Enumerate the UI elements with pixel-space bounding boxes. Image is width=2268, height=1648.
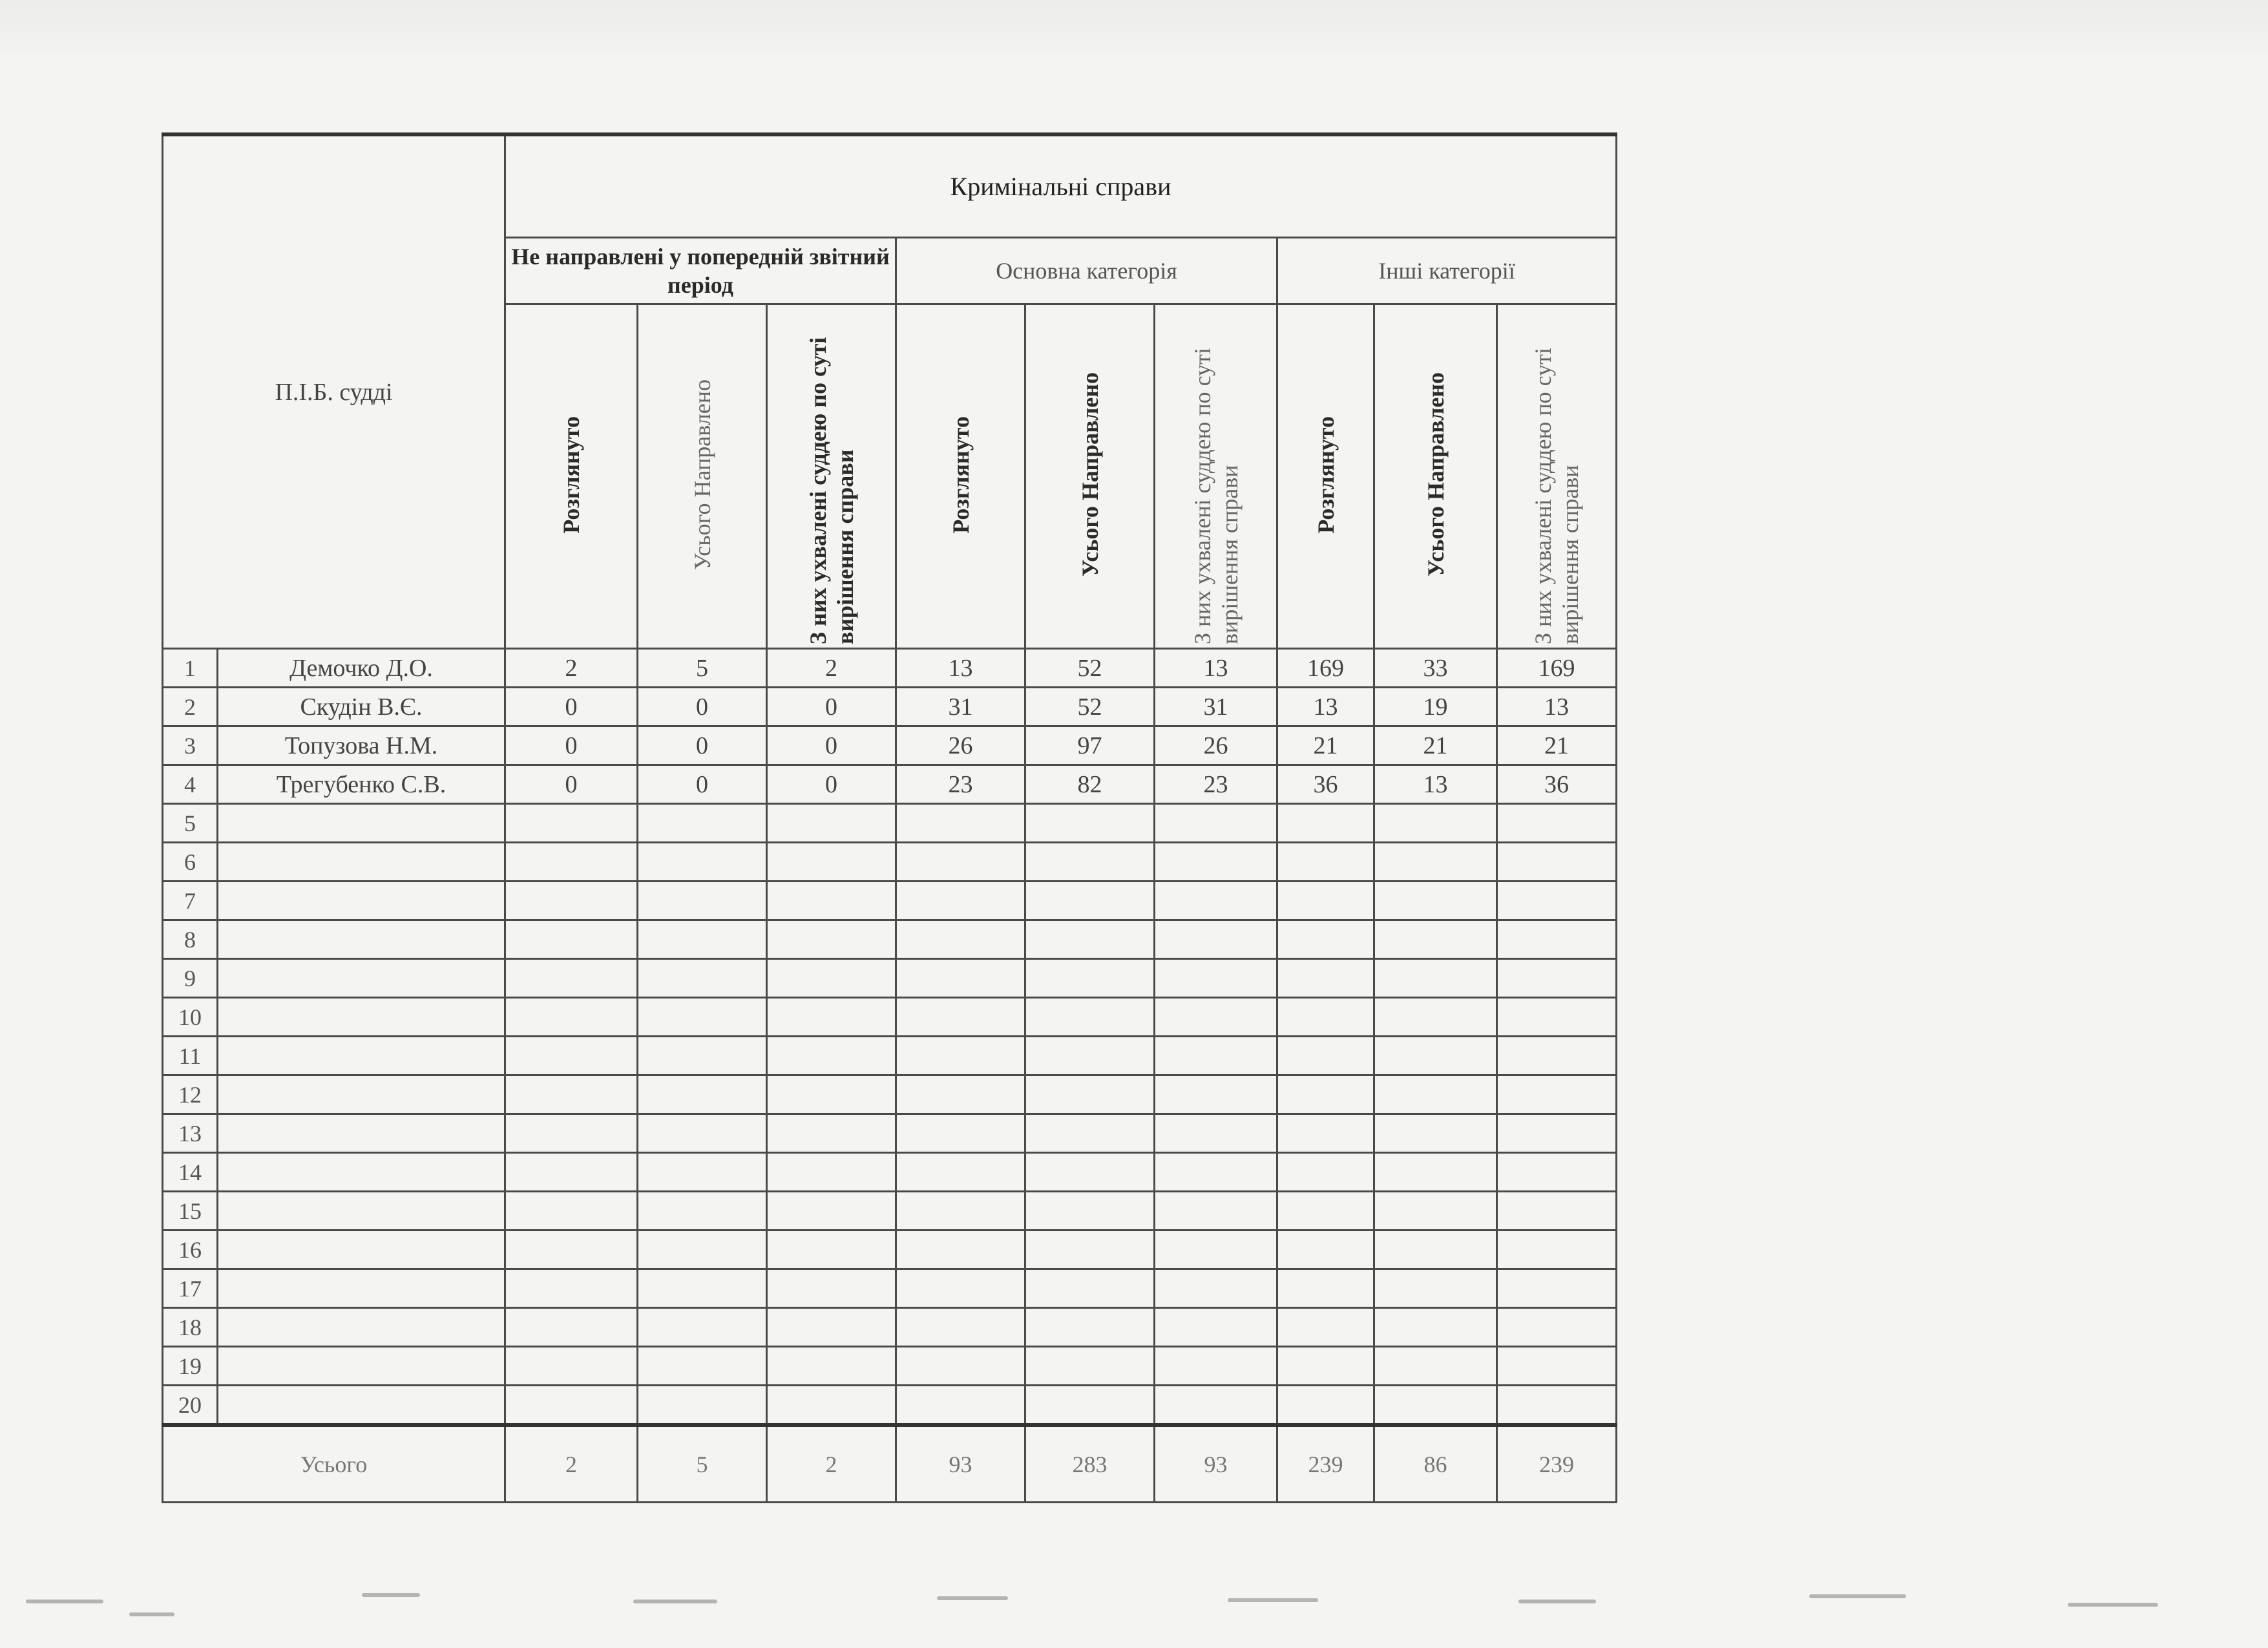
column-header-label: Усього Направлено — [689, 379, 715, 570]
row-number: 6 — [163, 843, 218, 882]
table-cell — [638, 1114, 767, 1153]
table-cell — [1025, 882, 1155, 920]
judge-name — [218, 1347, 505, 1386]
table-cell: 13 — [1374, 765, 1497, 804]
scan-mark — [633, 1600, 717, 1603]
table-cell: 0 — [767, 765, 896, 804]
total-label: Усього — [163, 1425, 505, 1503]
table-cell — [1497, 1269, 1617, 1308]
table-cell — [1277, 1231, 1374, 1269]
scan-mark — [362, 1593, 420, 1597]
table-cell — [1025, 843, 1155, 882]
table-cell — [1155, 882, 1277, 920]
scan-shadow — [0, 0, 2268, 65]
judge-name — [218, 804, 505, 843]
table-cell — [767, 998, 896, 1037]
table-row — [163, 1269, 1617, 1308]
judge-name: Скудін В.Є. — [218, 688, 505, 726]
table-cell — [505, 1075, 638, 1114]
table-cell — [1277, 1037, 1374, 1075]
table-cell — [767, 1386, 896, 1426]
table-cell — [638, 1386, 767, 1426]
table-cell — [767, 843, 896, 882]
table-cell — [505, 1231, 638, 1269]
table-cell — [1277, 1347, 1374, 1386]
table-cell: 21 — [1497, 726, 1617, 765]
table-cell — [767, 882, 896, 920]
column-header-label: Усього Направлено — [1076, 372, 1103, 577]
judge-name — [218, 998, 505, 1037]
table-cell: 52 — [1025, 649, 1155, 688]
table-cell — [896, 1308, 1025, 1347]
table-cell: 19 — [1374, 688, 1497, 726]
row-number: 9 — [163, 959, 218, 998]
table-row — [163, 882, 1617, 920]
table-cell — [1497, 1231, 1617, 1269]
table-cell: 0 — [505, 765, 638, 804]
table-cell — [1497, 998, 1617, 1037]
table-row — [163, 843, 1617, 882]
table-cell — [1277, 998, 1374, 1037]
table-cell — [638, 959, 767, 998]
table-cell — [1155, 843, 1277, 882]
table-cell — [1277, 1153, 1374, 1192]
table-cell — [638, 1037, 767, 1075]
table-cell — [1025, 1037, 1155, 1075]
scan-mark — [937, 1596, 1008, 1600]
table-cell: 36 — [1497, 765, 1617, 804]
table-cell — [1155, 1037, 1277, 1075]
table-cell — [1277, 804, 1374, 843]
table-cell — [1155, 920, 1277, 959]
table-cell — [1497, 1308, 1617, 1347]
table-row — [163, 804, 1617, 843]
table-cell — [1374, 920, 1497, 959]
table-row — [163, 959, 1617, 998]
row-number: 20 — [163, 1386, 218, 1426]
table-cell — [638, 998, 767, 1037]
table-cell — [505, 1153, 638, 1192]
table-cell — [505, 1269, 638, 1308]
table-cell — [1025, 1114, 1155, 1153]
judge-name — [218, 1231, 505, 1269]
table-cell — [1025, 1231, 1155, 1269]
table-cell — [1497, 804, 1617, 843]
judge-name — [218, 843, 505, 882]
table-cell: 169 — [1277, 649, 1374, 688]
table-cell — [638, 1192, 767, 1231]
table-cell — [1374, 1114, 1497, 1153]
table-row — [163, 1037, 1617, 1075]
table-cell — [1155, 1114, 1277, 1153]
table-cell — [1497, 1347, 1617, 1386]
table-cell: 33 — [1374, 649, 1497, 688]
table-cell: 13 — [896, 649, 1025, 688]
table-cell — [1155, 1269, 1277, 1308]
table-cell — [1374, 1037, 1497, 1075]
table-cell — [505, 1386, 638, 1426]
table-cell: 2 — [505, 649, 638, 688]
table-cell — [1277, 1386, 1374, 1426]
scan-mark — [129, 1612, 174, 1616]
table-cell — [896, 920, 1025, 959]
table-cell — [1497, 959, 1617, 998]
table-cell — [1155, 1347, 1277, 1386]
table-cell: 82 — [1025, 765, 1155, 804]
table-cell — [505, 959, 638, 998]
table-cell: 97 — [1025, 726, 1155, 765]
table-cell: 0 — [638, 765, 767, 804]
judge-name — [218, 920, 505, 959]
table-cell — [1155, 1386, 1277, 1426]
row-number: 12 — [163, 1075, 218, 1114]
table-cell — [896, 1037, 1025, 1075]
table-cell — [1025, 1192, 1155, 1231]
table-row — [163, 1192, 1617, 1231]
table-cell — [896, 1231, 1025, 1269]
table-row — [163, 1347, 1617, 1386]
table-cell — [1374, 1347, 1497, 1386]
table-cell: 2 — [767, 649, 896, 688]
judge-name: Демочко Д.О. — [218, 649, 505, 688]
table-cell: 0 — [638, 726, 767, 765]
table-row — [163, 1231, 1617, 1269]
table-cell: 26 — [1155, 726, 1277, 765]
table-cell — [505, 920, 638, 959]
table-cell — [767, 1192, 896, 1231]
judge-name-header: П.І.Б. судді — [163, 134, 505, 649]
table-cell — [896, 1153, 1025, 1192]
table-cell — [896, 959, 1025, 998]
table-cell — [1497, 1037, 1617, 1075]
column-header-label: Усього Направлено — [1422, 372, 1449, 577]
row-number: 5 — [163, 804, 218, 843]
table-cell — [1277, 1114, 1374, 1153]
row-number: 8 — [163, 920, 218, 959]
table-cell — [638, 804, 767, 843]
table-cell — [1277, 920, 1374, 959]
judge-name — [218, 1269, 505, 1308]
row-number: 17 — [163, 1269, 218, 1308]
table-cell: 26 — [896, 726, 1025, 765]
column-header-label: Розглянуто — [558, 416, 584, 534]
table-cell — [1155, 1153, 1277, 1192]
table-cell — [767, 1269, 896, 1308]
table-cell — [896, 804, 1025, 843]
table-cell — [1497, 1192, 1617, 1231]
table-cell — [638, 1308, 767, 1347]
table-cell — [1025, 959, 1155, 998]
criminal-cases-table — [162, 132, 1617, 1503]
group-header-other-categories: Інші категорії — [1277, 238, 1617, 304]
column-header-label: З них ухвалені суддею по суті вирішення справи — [1189, 348, 1243, 644]
table-cell — [767, 1308, 896, 1347]
table-cell — [1374, 1075, 1497, 1114]
table-cell — [1025, 1269, 1155, 1308]
column-header — [505, 304, 638, 649]
row-number: 18 — [163, 1308, 218, 1347]
table-cell — [1497, 1114, 1617, 1153]
table-row — [163, 726, 1617, 765]
table-cell — [1155, 1308, 1277, 1347]
table-cell — [896, 1269, 1025, 1308]
table-cell — [505, 843, 638, 882]
table-cell — [767, 1153, 896, 1192]
table-cell — [1025, 1308, 1155, 1347]
judge-name — [218, 1308, 505, 1347]
table-cell — [767, 959, 896, 998]
table-row — [163, 1114, 1617, 1153]
table-cell — [1374, 1386, 1497, 1426]
column-header — [638, 304, 767, 649]
table-cell — [1155, 1192, 1277, 1231]
table-row — [163, 1386, 1617, 1426]
total-cell: 2 — [505, 1425, 638, 1503]
table-cell: 13 — [1497, 688, 1617, 726]
table-cell — [767, 920, 896, 959]
table-row — [163, 1308, 1617, 1347]
column-header-label: З них ухвалені суддею по суті вирішення справи — [1530, 348, 1583, 644]
table-cell — [1277, 1192, 1374, 1231]
table-cell: 23 — [1155, 765, 1277, 804]
judge-name — [218, 1386, 505, 1426]
total-cell: 2 — [767, 1425, 896, 1503]
column-header — [767, 304, 896, 649]
table-cell — [1025, 998, 1155, 1037]
table-row — [163, 1153, 1617, 1192]
table-cell — [1277, 1269, 1374, 1308]
column-header — [1374, 304, 1497, 649]
table-cell — [767, 1231, 896, 1269]
table-cell — [505, 804, 638, 843]
table-cell — [1277, 843, 1374, 882]
table-title: Кримінальні справи — [505, 134, 1617, 238]
table-cell: 31 — [896, 688, 1025, 726]
table-cell — [896, 882, 1025, 920]
row-number: 10 — [163, 998, 218, 1037]
table-cell — [1374, 843, 1497, 882]
table-cell: 23 — [896, 765, 1025, 804]
total-cell: 86 — [1374, 1425, 1497, 1503]
table-cell — [638, 1347, 767, 1386]
table-cell — [1374, 1153, 1497, 1192]
table-cell — [896, 1192, 1025, 1231]
group-header-previous-period: Не направлені у попередній звітний період — [505, 238, 896, 304]
table-cell — [896, 998, 1025, 1037]
scan-mark — [1228, 1598, 1318, 1602]
table-cell — [505, 1192, 638, 1231]
scan-mark — [2068, 1603, 2158, 1607]
table-cell — [1025, 804, 1155, 843]
judge-name — [218, 1114, 505, 1153]
row-number: 3 — [163, 726, 218, 765]
judge-name: Трегубенко С.В. — [218, 765, 505, 804]
table-row — [163, 1075, 1617, 1114]
table-cell: 21 — [1374, 726, 1497, 765]
table-cell — [638, 843, 767, 882]
table-cell — [1025, 1386, 1155, 1426]
table-cell — [767, 804, 896, 843]
table-cell: 0 — [767, 726, 896, 765]
table-cell — [638, 1231, 767, 1269]
table-cell: 0 — [505, 726, 638, 765]
column-header — [1155, 304, 1277, 649]
table-row — [163, 765, 1617, 804]
column-header-label: Розглянуто — [1312, 416, 1339, 534]
row-number: 7 — [163, 882, 218, 920]
table-cell — [1277, 882, 1374, 920]
judge-name — [218, 882, 505, 920]
table-cell: 0 — [505, 688, 638, 726]
table-cell: 5 — [638, 649, 767, 688]
row-number: 19 — [163, 1347, 218, 1386]
judge-name — [218, 959, 505, 998]
table-cell — [638, 1153, 767, 1192]
table-cell — [1277, 959, 1374, 998]
table-cell — [638, 1269, 767, 1308]
table-cell — [1155, 1231, 1277, 1269]
table-cell — [767, 1037, 896, 1075]
table-cell — [505, 998, 638, 1037]
table-cell — [1374, 959, 1497, 998]
column-header-label: Розглянуто — [947, 416, 974, 534]
table-cell — [1497, 920, 1617, 959]
table-cell — [896, 1347, 1025, 1386]
table-cell — [505, 1114, 638, 1153]
row-number: 2 — [163, 688, 218, 726]
table-cell — [1497, 882, 1617, 920]
total-cell: 5 — [638, 1425, 767, 1503]
table-cell — [1155, 998, 1277, 1037]
total-cell: 93 — [896, 1425, 1025, 1503]
table-row — [163, 920, 1617, 959]
table-cell — [1497, 1075, 1617, 1114]
judge-name — [218, 1192, 505, 1231]
row-number: 16 — [163, 1231, 218, 1269]
row-number: 4 — [163, 765, 218, 804]
table-cell — [1374, 1269, 1497, 1308]
table-cell: 36 — [1277, 765, 1374, 804]
row-number: 11 — [163, 1037, 218, 1075]
judge-name — [218, 1037, 505, 1075]
table-cell — [1155, 1075, 1277, 1114]
table-cell — [1277, 1308, 1374, 1347]
table-cell — [1374, 998, 1497, 1037]
column-header — [896, 304, 1025, 649]
row-number: 15 — [163, 1192, 218, 1231]
judge-name — [218, 1153, 505, 1192]
total-cell: 93 — [1155, 1425, 1277, 1503]
table-cell — [638, 1075, 767, 1114]
row-number: 13 — [163, 1114, 218, 1153]
table-cell — [1155, 804, 1277, 843]
table-cell: 169 — [1497, 649, 1617, 688]
table-cell — [1497, 843, 1617, 882]
judge-name: Топузова Н.М. — [218, 726, 505, 765]
table-cell — [505, 1308, 638, 1347]
table-cell — [896, 1386, 1025, 1426]
total-cell: 283 — [1025, 1425, 1155, 1503]
table-row — [163, 688, 1617, 726]
table-cell — [505, 1037, 638, 1075]
table-row — [163, 998, 1617, 1037]
table-cell: 0 — [767, 688, 896, 726]
total-cell: 239 — [1277, 1425, 1374, 1503]
table-cell — [896, 1114, 1025, 1153]
column-header-label: З них ухвалені суддею по суті вирішення справи — [804, 337, 858, 644]
table-row — [163, 649, 1617, 688]
table-cell — [1277, 1075, 1374, 1114]
table-cell: 0 — [638, 688, 767, 726]
group-header-main-category: Основна категорія — [896, 238, 1277, 304]
table-cell — [505, 882, 638, 920]
table-cell: 31 — [1155, 688, 1277, 726]
scan-mark — [1518, 1600, 1596, 1603]
column-header — [1277, 304, 1374, 649]
table-cell — [1025, 1347, 1155, 1386]
column-header — [1025, 304, 1155, 649]
judge-name — [218, 1075, 505, 1114]
total-row — [163, 1425, 1617, 1503]
table-cell — [1374, 804, 1497, 843]
table-cell — [1497, 1153, 1617, 1192]
table-cell: 13 — [1277, 688, 1374, 726]
table-cell — [767, 1114, 896, 1153]
table-cell — [1025, 920, 1155, 959]
table-cell — [1374, 1231, 1497, 1269]
row-number: 1 — [163, 649, 218, 688]
table-cell — [505, 1347, 638, 1386]
table-cell — [1155, 959, 1277, 998]
table-cell — [767, 1075, 896, 1114]
table-cell — [638, 882, 767, 920]
table-cell: 21 — [1277, 726, 1374, 765]
table-cell: 52 — [1025, 688, 1155, 726]
scan-edge-marks — [0, 1587, 2268, 1632]
table-cell — [896, 843, 1025, 882]
table-cell: 13 — [1155, 649, 1277, 688]
scan-mark — [1809, 1594, 1906, 1598]
table-cell — [1374, 882, 1497, 920]
row-number: 14 — [163, 1153, 218, 1192]
table-cell — [1374, 1192, 1497, 1231]
table-cell — [767, 1347, 896, 1386]
table-cell — [638, 920, 767, 959]
table-cell — [1025, 1075, 1155, 1114]
table-cell — [896, 1075, 1025, 1114]
column-header — [1497, 304, 1617, 649]
total-cell: 239 — [1497, 1425, 1617, 1503]
scan-mark — [26, 1600, 103, 1603]
table-cell — [1497, 1386, 1617, 1426]
table-cell — [1374, 1308, 1497, 1347]
table-cell — [1025, 1153, 1155, 1192]
